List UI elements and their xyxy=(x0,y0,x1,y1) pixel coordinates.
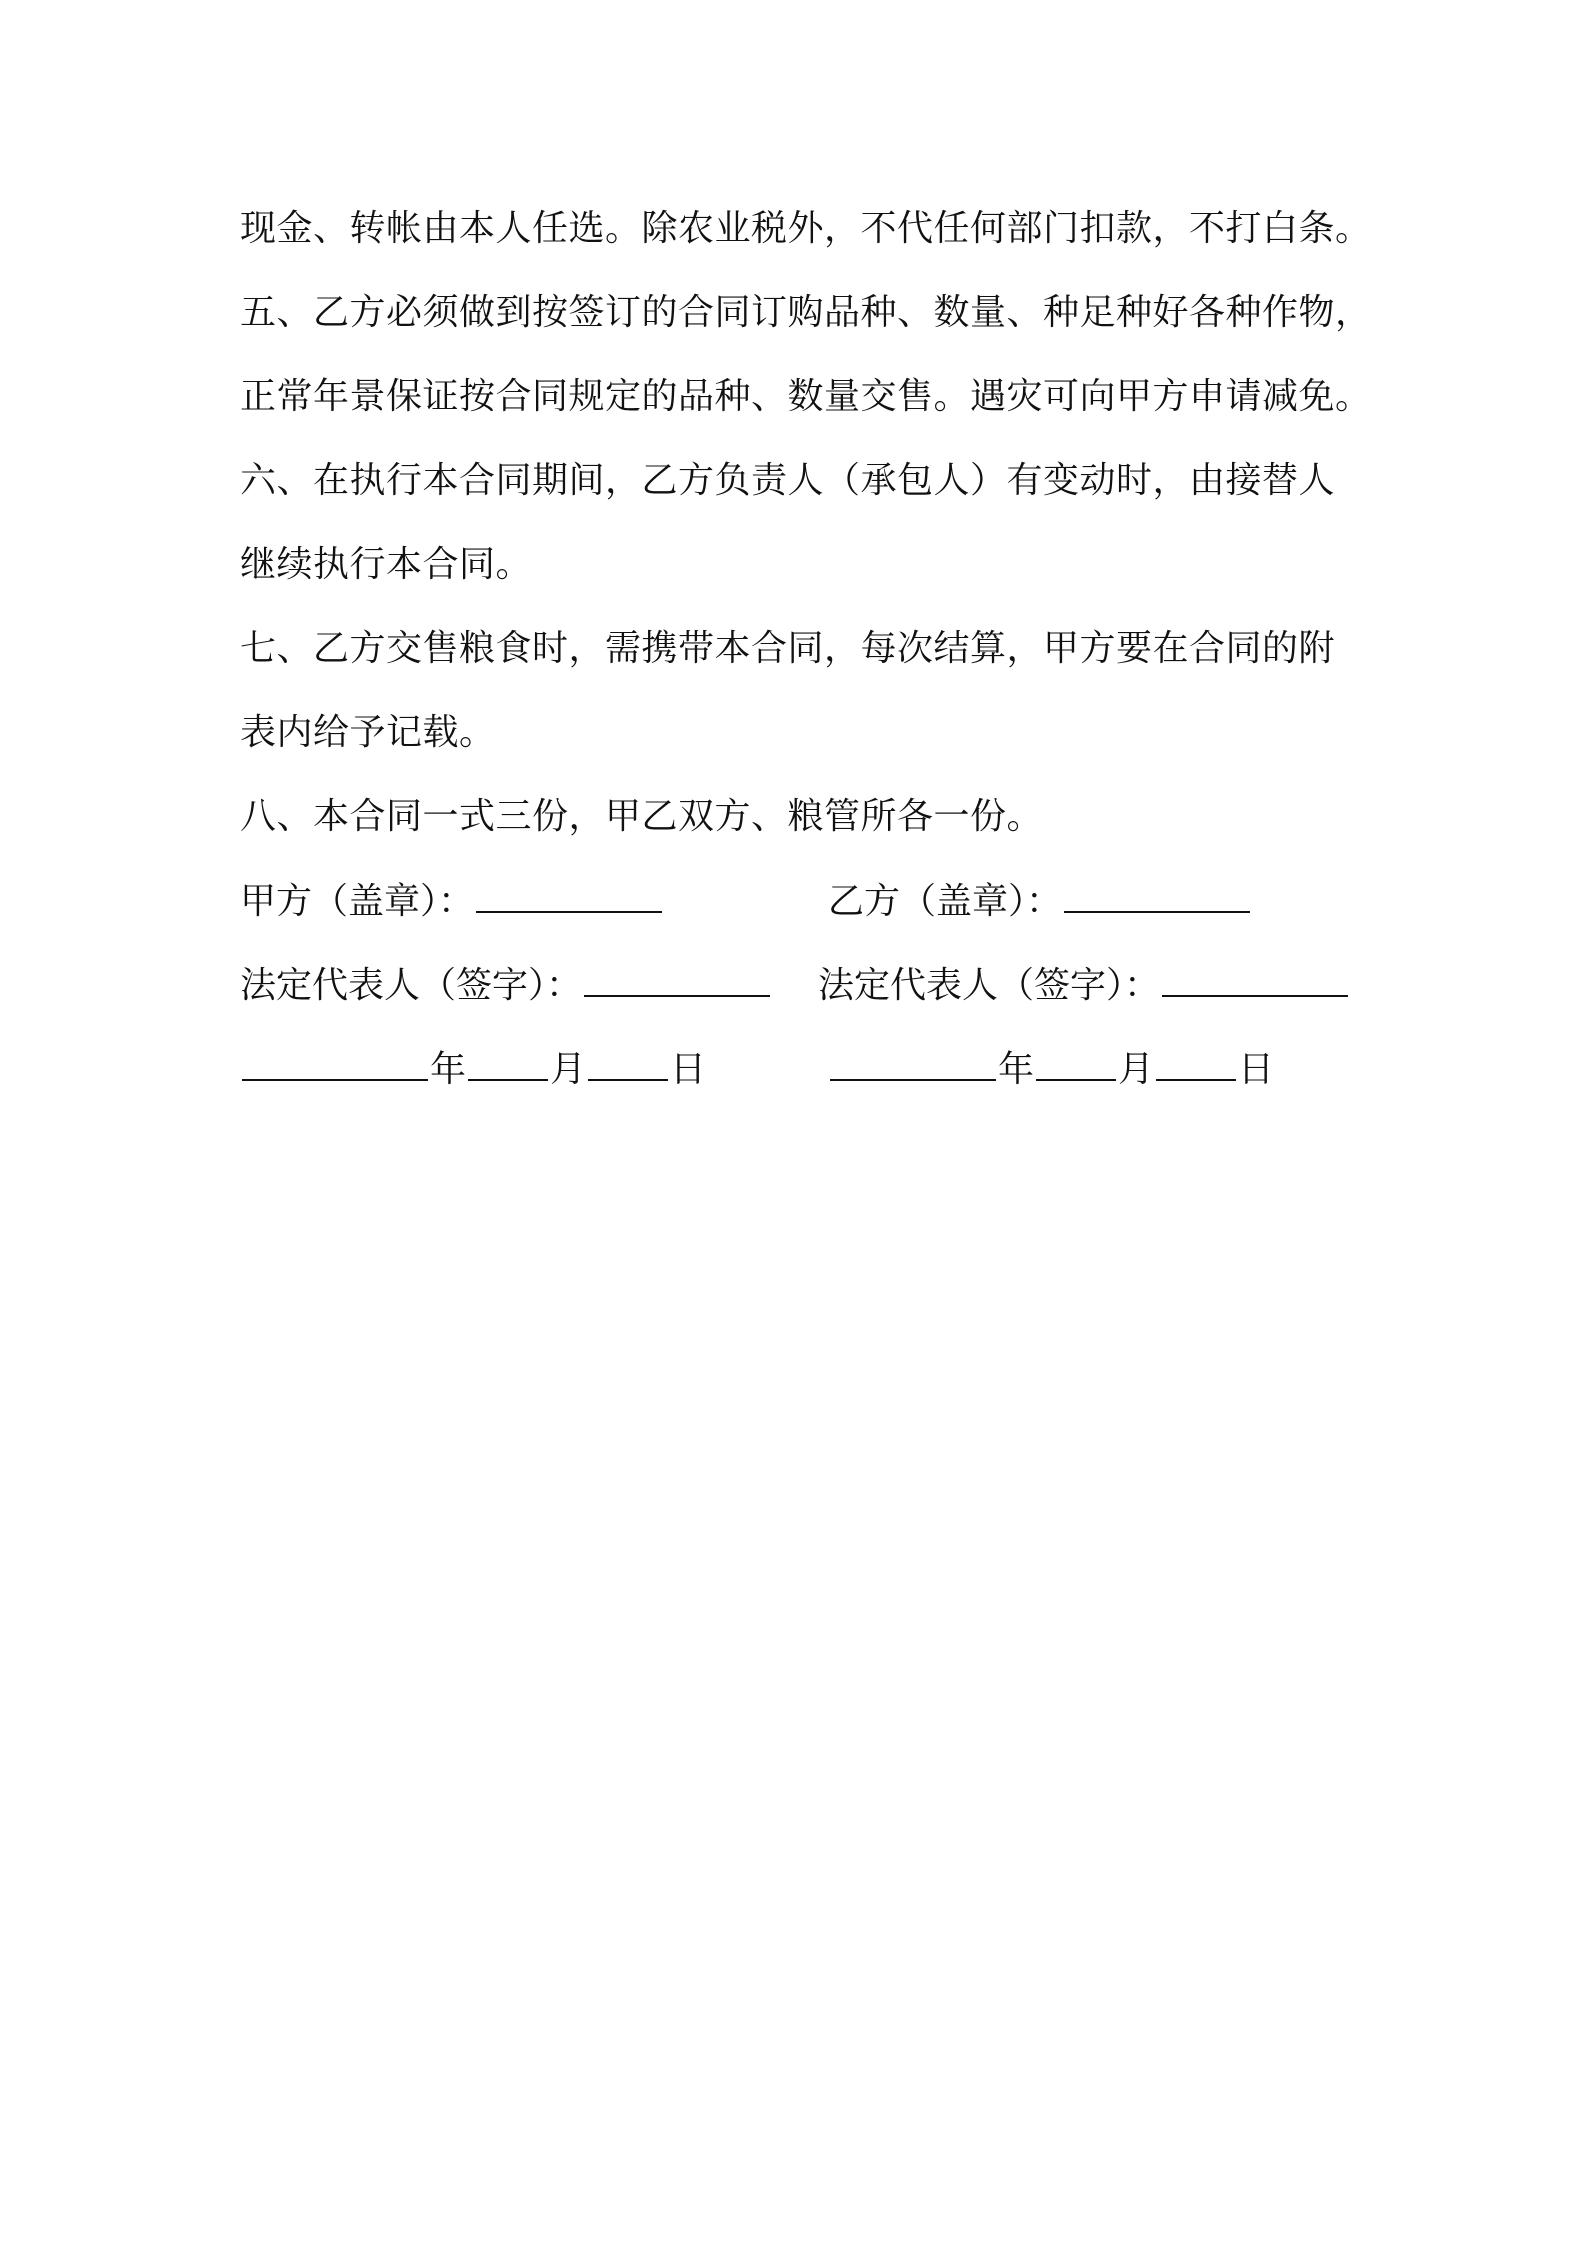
date-a-year-blank[interactable] xyxy=(242,1047,428,1081)
party-a-seal-blank[interactable] xyxy=(476,879,662,913)
paragraph-line-3: 正常年景保证按合同规定的品种、数量交售。遇灾可向甲方申请减免。 xyxy=(240,376,1372,417)
date-a-day-blank[interactable] xyxy=(588,1047,668,1081)
date-b-month-label: 月 xyxy=(1118,1049,1155,1090)
paragraph-line-2: 五、乙方必须做到按签订的合同订购品种、数量、种足种好各种作物， xyxy=(240,292,1372,333)
date-b-month-blank[interactable] xyxy=(1036,1047,1116,1081)
party-a-seal-label: 甲方（盖章）： xyxy=(240,881,475,922)
party-b-seal-label: 乙方（盖章）： xyxy=(828,881,1063,922)
paragraph-line-6: 七、乙方交售粮食时，需携带本合同，每次结算，甲方要在合同的附 xyxy=(240,628,1336,669)
date-b-year-label: 年 xyxy=(998,1049,1035,1090)
date-a-year-label: 年 xyxy=(430,1049,467,1090)
paragraph-line-1: 现金、转帐由本人任选。除农业税外，不代任何部门扣款，不打白条。 xyxy=(240,208,1372,249)
date-a-day-label: 日 xyxy=(670,1049,707,1090)
party-b-seal-blank[interactable] xyxy=(1064,879,1250,913)
party-a-seal-row xyxy=(240,879,664,924)
paragraph-line-4: 六、在执行本合同期间，乙方负责人（承包人）有变动时，由接替人 xyxy=(240,460,1336,501)
paragraph-line-5: 继续执行本合同。 xyxy=(240,544,533,585)
legal-rep-b-blank[interactable] xyxy=(1162,963,1348,997)
paragraph-line-8: 八、本合同一式三份，甲乙双方、粮管所各一份。 xyxy=(240,796,1044,837)
date-a-month-blank[interactable] xyxy=(468,1047,548,1081)
date-a-row xyxy=(240,1047,706,1092)
date-b-row xyxy=(828,1047,1274,1092)
legal-rep-a-row xyxy=(240,963,772,1008)
paragraph-line-7: 表内给予记载。 xyxy=(240,712,496,753)
date-b-day-blank[interactable] xyxy=(1156,1047,1236,1081)
legal-rep-a-label: 法定代表人（签字）： xyxy=(240,965,583,1006)
legal-rep-a-blank[interactable] xyxy=(584,963,770,997)
date-a-month-label: 月 xyxy=(550,1049,587,1090)
legal-rep-b-row xyxy=(818,963,1350,1008)
date-b-day-label: 日 xyxy=(1238,1049,1275,1090)
date-b-year-blank[interactable] xyxy=(830,1047,996,1081)
legal-rep-b-label: 法定代表人（签字）： xyxy=(818,965,1161,1006)
party-b-seal-row xyxy=(828,879,1252,924)
